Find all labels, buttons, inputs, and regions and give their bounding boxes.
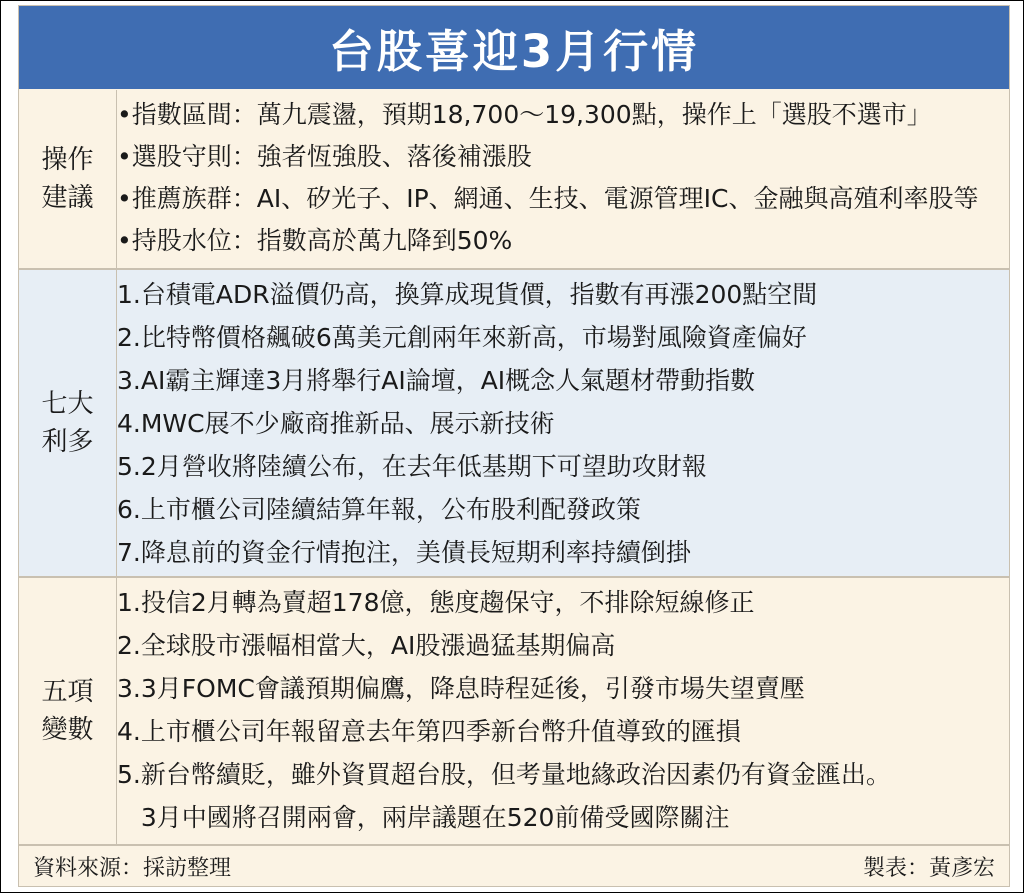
list-item: •持股水位：指數高於萬九降到50% <box>117 226 513 255</box>
infographic-card <box>18 5 1010 887</box>
list-item: 4.MWC展不少廠商推新品、展示新技術 <box>117 409 555 438</box>
section-label <box>19 578 117 844</box>
list-item: 3.AI霸主輝達3月將舉行AI論壇，AI概念人氣題材帶動指數 <box>117 366 756 395</box>
list-item: 4.上市櫃公司年報留意去年第四季新台幣升值導致的匯損 <box>117 717 741 746</box>
section-operation-advice <box>19 90 1009 268</box>
section-label-text: 操作 建議 <box>41 145 94 213</box>
list-item: 6.上市櫃公司陸續結算年報，公布股利配發政策 <box>117 495 641 524</box>
section-label-text: 五項 變數 <box>41 677 94 745</box>
list-item: 7.降息前的資金行情抱注，美債長短期利率持續倒掛 <box>117 538 691 567</box>
list-item: 3.3月FOMC會議預期偏鷹，降息時程延後，引發市場失望賣壓 <box>117 674 805 703</box>
footer <box>19 846 1009 886</box>
list-item: •指數區間：萬九震盪，預期18,700～19,300點，操作上「選股不選市」 <box>117 100 932 129</box>
list-item: 1.投信2月轉為賣超178億，態度趨保守，不排除短線修正 <box>117 588 755 617</box>
title-bar <box>19 6 1009 89</box>
section-rows <box>117 90 1009 268</box>
section-five-variables <box>19 578 1009 844</box>
section-label <box>19 270 117 576</box>
section-label <box>19 90 117 268</box>
source-credit: 資料來源：採訪整理 <box>33 855 232 881</box>
list-item: 3月中國將召開兩會，兩岸議題在520前備受國際關注 <box>117 803 730 832</box>
list-item: 2.全球股市漲幅相當大，AI股漲過猛基期偏高 <box>117 631 616 660</box>
list-item: •選股守則：強者恆強股、落後補漲股 <box>117 142 532 171</box>
section-seven-positives <box>19 270 1009 576</box>
section-label-text: 七大 利多 <box>41 389 94 457</box>
list-item: •推薦族群：AI、矽光子、IP、網通、生技、電源管理IC、金融與高殖利率股等 <box>117 184 979 213</box>
page-title: 台股喜迎3月行情 <box>328 25 700 78</box>
list-item: 5.新台幣續貶，雖外資買超台股，但考量地緣政治因素仍有資金匯出。 <box>117 760 891 789</box>
list-item: 2.比特幣價格飆破6萬美元創兩年來新高，市場對風險資產偏好 <box>117 323 807 352</box>
list-item: 5.2月營收將陸續公布，在去年低基期下可望助攻財報 <box>117 452 707 481</box>
list-item: 1.台積電ADR溢價仍高，換算成現貨價，指數有再漲200點空間 <box>117 280 818 309</box>
section-rows <box>117 270 1009 576</box>
section-rows <box>117 578 1009 844</box>
author-credit: 製表：黃彥宏 <box>862 855 995 881</box>
